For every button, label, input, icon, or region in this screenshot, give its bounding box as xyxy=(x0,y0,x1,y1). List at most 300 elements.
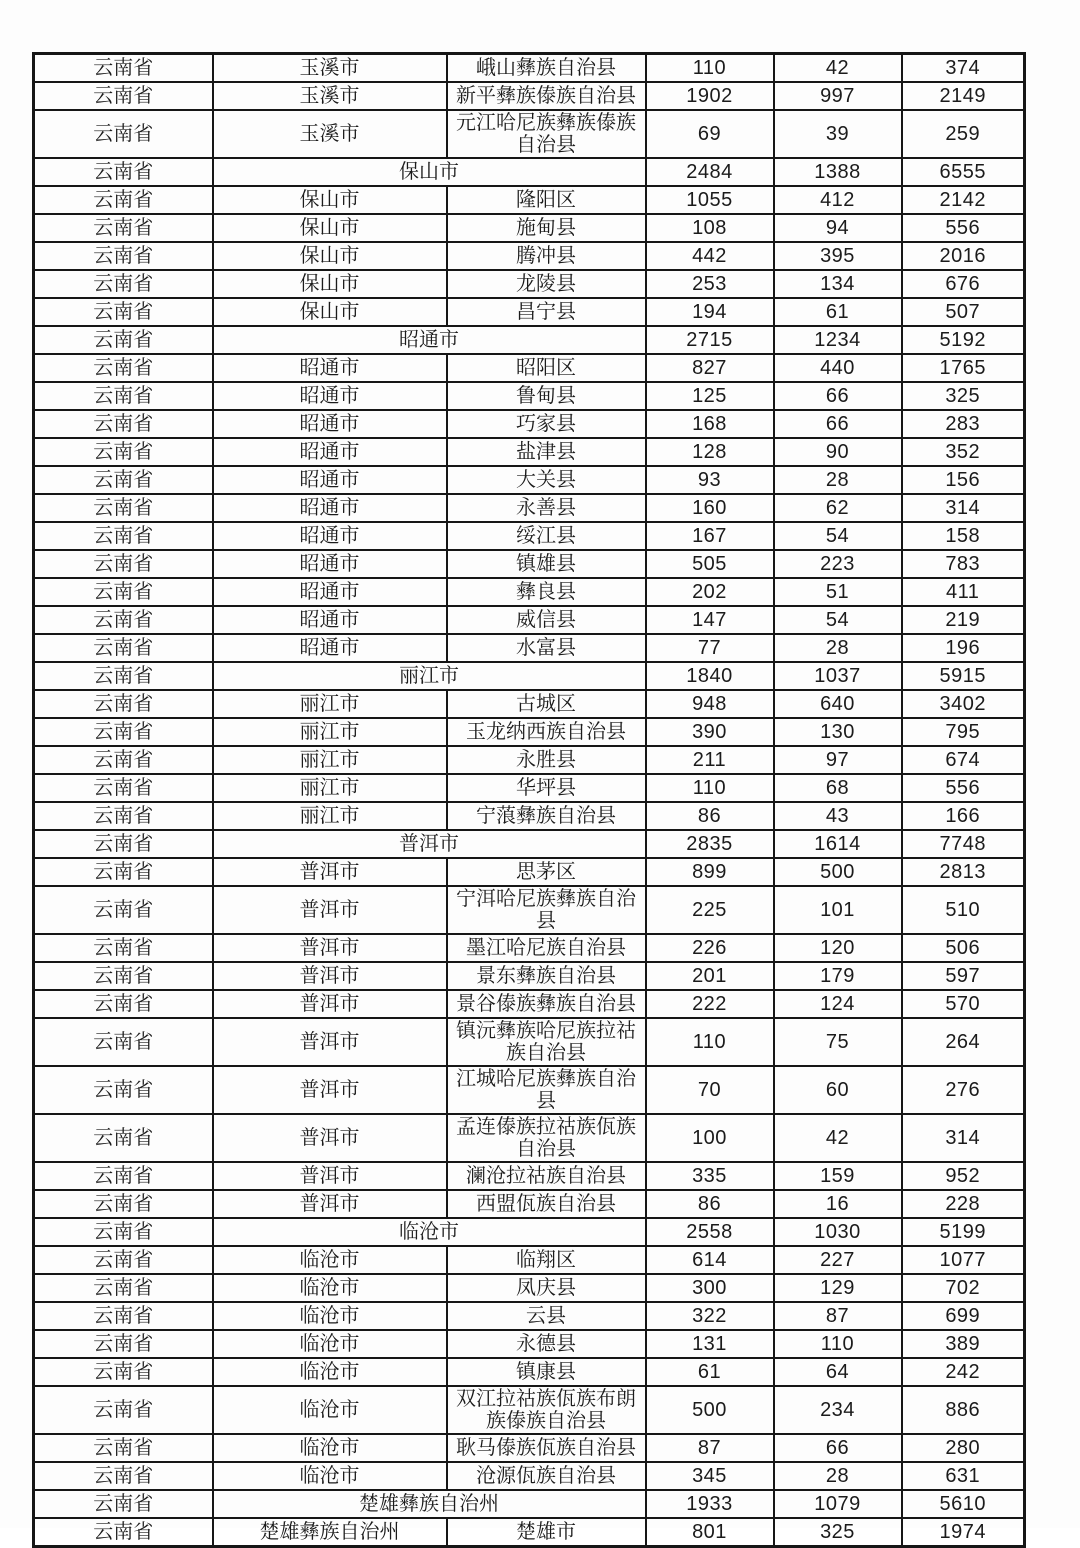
county-row xyxy=(34,1358,1025,1386)
county-row xyxy=(34,1246,1025,1274)
cell-v2: 97 xyxy=(774,746,902,774)
cell-v2: 43 xyxy=(774,802,902,830)
cell-province: 云南省 xyxy=(34,1114,213,1162)
county-row xyxy=(34,1190,1025,1218)
city-subtotal-row xyxy=(34,830,1025,858)
cell-v1: 500 xyxy=(646,1386,774,1434)
cell-county: 大关县 xyxy=(447,466,646,494)
cell-v3: 674 xyxy=(902,746,1025,774)
cell-v1: 86 xyxy=(646,1190,774,1218)
cell-county: 墨江哈尼族自治县 xyxy=(447,934,646,962)
cell-province: 云南省 xyxy=(34,1246,213,1274)
cell-county: 双江拉祜族佤族布朗族傣族自治县 xyxy=(447,1386,646,1434)
cell-v3: 699 xyxy=(902,1302,1025,1330)
cell-v2: 120 xyxy=(774,934,902,962)
cell-city: 昭通市 xyxy=(213,522,447,550)
city-subtotal-row xyxy=(34,1218,1025,1246)
cell-v3: 166 xyxy=(902,802,1025,830)
cell-v1: 110 xyxy=(646,1018,774,1066)
cell-city: 丽江市 xyxy=(213,690,447,718)
cell-province: 云南省 xyxy=(34,522,213,550)
cell-v2: 134 xyxy=(774,270,902,298)
cell-city: 普洱市 xyxy=(213,1114,447,1162)
cell-province: 云南省 xyxy=(34,382,213,410)
cell-city: 普洱市 xyxy=(213,934,447,962)
cell-city: 普洱市 xyxy=(213,1018,447,1066)
cell-v3: 795 xyxy=(902,718,1025,746)
cell-v3: 2813 xyxy=(902,858,1025,886)
cell-v2: 1079 xyxy=(774,1490,902,1518)
county-row xyxy=(34,1018,1025,1066)
cell-v3: 411 xyxy=(902,578,1025,606)
cell-v2: 87 xyxy=(774,1302,902,1330)
cell-county: 镇雄县 xyxy=(447,550,646,578)
county-row xyxy=(34,438,1025,466)
county-row xyxy=(34,718,1025,746)
cell-v3: 570 xyxy=(902,990,1025,1018)
cell-v1: 128 xyxy=(646,438,774,466)
cell-v1: 160 xyxy=(646,494,774,522)
cell-v1: 167 xyxy=(646,522,774,550)
cell-v3: 389 xyxy=(902,1330,1025,1358)
cell-province: 云南省 xyxy=(34,438,213,466)
cell-v3: 631 xyxy=(902,1462,1025,1490)
cell-v2: 500 xyxy=(774,858,902,886)
cell-v2: 130 xyxy=(774,718,902,746)
county-row xyxy=(34,774,1025,802)
cell-v3: 314 xyxy=(902,494,1025,522)
cell-city: 保山市 xyxy=(213,270,447,298)
cell-city: 昭通市 xyxy=(213,606,447,634)
cell-v1: 2835 xyxy=(646,830,774,858)
cell-city: 普洱市 xyxy=(213,962,447,990)
cell-county: 元江哈尼族彝族傣族自治县 xyxy=(447,110,646,158)
cell-v1: 125 xyxy=(646,382,774,410)
cell-v1: 110 xyxy=(646,54,774,83)
cell-city: 普洱市 xyxy=(213,830,646,858)
cell-county: 绥江县 xyxy=(447,522,646,550)
cell-province: 云南省 xyxy=(34,1162,213,1190)
cell-province: 云南省 xyxy=(34,1462,213,1490)
cell-v2: 54 xyxy=(774,522,902,550)
county-row xyxy=(34,82,1025,110)
cell-county: 宁蒗彝族自治县 xyxy=(447,802,646,830)
cell-v1: 201 xyxy=(646,962,774,990)
cell-v1: 93 xyxy=(646,466,774,494)
cell-city: 昭通市 xyxy=(213,578,447,606)
cell-v1: 131 xyxy=(646,1330,774,1358)
cell-v3: 196 xyxy=(902,634,1025,662)
county-row xyxy=(34,1114,1025,1162)
cell-county: 龙陵县 xyxy=(447,270,646,298)
cell-v1: 335 xyxy=(646,1162,774,1190)
county-row xyxy=(34,1274,1025,1302)
cell-city: 昭通市 xyxy=(213,382,447,410)
cell-v2: 64 xyxy=(774,1358,902,1386)
county-row xyxy=(34,522,1025,550)
cell-province: 云南省 xyxy=(34,690,213,718)
cell-county: 孟连傣族拉祜族佤族自治县 xyxy=(447,1114,646,1162)
cell-v3: 783 xyxy=(902,550,1025,578)
cell-city: 临沧市 xyxy=(213,1246,447,1274)
cell-v2: 159 xyxy=(774,1162,902,1190)
cell-county: 永德县 xyxy=(447,1330,646,1358)
cell-v2: 395 xyxy=(774,242,902,270)
county-row xyxy=(34,382,1025,410)
county-row xyxy=(34,550,1025,578)
cell-county: 永胜县 xyxy=(447,746,646,774)
cell-county: 云县 xyxy=(447,1302,646,1330)
cell-county: 江城哈尼族彝族自治县 xyxy=(447,1066,646,1114)
cell-city: 丽江市 xyxy=(213,774,447,802)
cell-v3: 158 xyxy=(902,522,1025,550)
cell-v2: 129 xyxy=(774,1274,902,1302)
cell-county: 玉龙纳西族自治县 xyxy=(447,718,646,746)
cell-province: 云南省 xyxy=(34,886,213,934)
cell-v3: 507 xyxy=(902,298,1025,326)
cell-v3: 597 xyxy=(902,962,1025,990)
cell-v2: 61 xyxy=(774,298,902,326)
county-row xyxy=(34,934,1025,962)
cell-city: 玉溪市 xyxy=(213,54,447,83)
cell-v2: 227 xyxy=(774,1246,902,1274)
county-row xyxy=(34,410,1025,438)
cell-v1: 505 xyxy=(646,550,774,578)
cell-province: 云南省 xyxy=(34,718,213,746)
cell-v3: 325 xyxy=(902,382,1025,410)
county-row xyxy=(34,690,1025,718)
cell-city: 丽江市 xyxy=(213,662,646,690)
cell-v2: 54 xyxy=(774,606,902,634)
cell-city: 保山市 xyxy=(213,298,447,326)
cell-city: 临沧市 xyxy=(213,1386,447,1434)
county-row xyxy=(34,1386,1025,1434)
cell-v1: 86 xyxy=(646,802,774,830)
cell-city: 丽江市 xyxy=(213,718,447,746)
cell-city: 保山市 xyxy=(213,186,447,214)
cell-v2: 1030 xyxy=(774,1218,902,1246)
cell-province: 云南省 xyxy=(34,990,213,1018)
county-row xyxy=(34,466,1025,494)
cell-county: 巧家县 xyxy=(447,410,646,438)
cell-county: 凤庆县 xyxy=(447,1274,646,1302)
cell-county: 华坪县 xyxy=(447,774,646,802)
cell-v1: 226 xyxy=(646,934,774,962)
table-body xyxy=(34,54,1025,1547)
cell-v3: 3402 xyxy=(902,690,1025,718)
city-subtotal-row xyxy=(34,158,1025,186)
cell-v2: 28 xyxy=(774,634,902,662)
cell-city: 昭通市 xyxy=(213,438,447,466)
cell-county: 昌宁县 xyxy=(447,298,646,326)
cell-v3: 952 xyxy=(902,1162,1025,1190)
cell-v2: 179 xyxy=(774,962,902,990)
cell-v3: 374 xyxy=(902,54,1025,83)
cell-v3: 886 xyxy=(902,1386,1025,1434)
cell-county: 昭阳区 xyxy=(447,354,646,382)
cell-province: 云南省 xyxy=(34,298,213,326)
cell-province: 云南省 xyxy=(34,1358,213,1386)
city-subtotal-row xyxy=(34,326,1025,354)
city-subtotal-row xyxy=(34,1490,1025,1518)
cell-v3: 506 xyxy=(902,934,1025,962)
cell-province: 云南省 xyxy=(34,1190,213,1218)
cell-v3: 510 xyxy=(902,886,1025,934)
county-row xyxy=(34,1066,1025,1114)
cell-v1: 948 xyxy=(646,690,774,718)
cell-v2: 42 xyxy=(774,1114,902,1162)
cell-province: 云南省 xyxy=(34,578,213,606)
county-row xyxy=(34,606,1025,634)
cell-county: 澜沧拉祜族自治县 xyxy=(447,1162,646,1190)
cell-city: 昭通市 xyxy=(213,326,646,354)
county-row xyxy=(34,858,1025,886)
cell-v1: 300 xyxy=(646,1274,774,1302)
cell-v2: 325 xyxy=(774,1518,902,1547)
county-row xyxy=(34,1518,1025,1547)
cell-province: 云南省 xyxy=(34,858,213,886)
county-row xyxy=(34,634,1025,662)
county-row xyxy=(34,214,1025,242)
cell-v1: 100 xyxy=(646,1114,774,1162)
county-row xyxy=(34,1330,1025,1358)
cell-county: 镇沅彝族哈尼族拉祜族自治县 xyxy=(447,1018,646,1066)
cell-v1: 225 xyxy=(646,886,774,934)
cell-v2: 66 xyxy=(774,1434,902,1462)
cell-v3: 5915 xyxy=(902,662,1025,690)
cell-v3: 5199 xyxy=(902,1218,1025,1246)
county-row xyxy=(34,110,1025,158)
cell-city: 楚雄彝族自治州 xyxy=(213,1518,447,1547)
county-row xyxy=(34,578,1025,606)
cell-city: 丽江市 xyxy=(213,802,447,830)
cell-v3: 259 xyxy=(902,110,1025,158)
cell-v2: 234 xyxy=(774,1386,902,1434)
cell-county: 盐津县 xyxy=(447,438,646,466)
cell-v1: 1933 xyxy=(646,1490,774,1518)
cell-v1: 2715 xyxy=(646,326,774,354)
cell-v3: 2149 xyxy=(902,82,1025,110)
cell-city: 玉溪市 xyxy=(213,82,447,110)
cell-v2: 1614 xyxy=(774,830,902,858)
cell-county: 景谷傣族彝族自治县 xyxy=(447,990,646,1018)
cell-city: 普洱市 xyxy=(213,990,447,1018)
cell-v2: 1234 xyxy=(774,326,902,354)
cell-province: 云南省 xyxy=(34,326,213,354)
admin-divisions-table xyxy=(32,52,1026,1548)
cell-city: 临沧市 xyxy=(213,1330,447,1358)
cell-county: 永善县 xyxy=(447,494,646,522)
cell-city: 昭通市 xyxy=(213,466,447,494)
cell-v2: 124 xyxy=(774,990,902,1018)
cell-county: 隆阳区 xyxy=(447,186,646,214)
cell-v2: 110 xyxy=(774,1330,902,1358)
cell-province: 云南省 xyxy=(34,1018,213,1066)
cell-province: 云南省 xyxy=(34,774,213,802)
cell-v3: 556 xyxy=(902,214,1025,242)
cell-city: 昭通市 xyxy=(213,410,447,438)
cell-v1: 147 xyxy=(646,606,774,634)
cell-v1: 110 xyxy=(646,774,774,802)
cell-province: 云南省 xyxy=(34,270,213,298)
cell-v2: 1037 xyxy=(774,662,902,690)
cell-city: 普洱市 xyxy=(213,858,447,886)
cell-city: 普洱市 xyxy=(213,886,447,934)
cell-province: 云南省 xyxy=(34,1518,213,1547)
cell-county: 思茅区 xyxy=(447,858,646,886)
cell-v2: 28 xyxy=(774,466,902,494)
county-row xyxy=(34,298,1025,326)
cell-province: 云南省 xyxy=(34,354,213,382)
county-row xyxy=(34,1462,1025,1490)
cell-v2: 68 xyxy=(774,774,902,802)
cell-county: 临翔区 xyxy=(447,1246,646,1274)
cell-v2: 223 xyxy=(774,550,902,578)
cell-v3: 1077 xyxy=(902,1246,1025,1274)
cell-v2: 440 xyxy=(774,354,902,382)
cell-v3: 219 xyxy=(902,606,1025,634)
cell-city: 临沧市 xyxy=(213,1462,447,1490)
cell-city: 临沧市 xyxy=(213,1274,447,1302)
cell-county: 景东彝族自治县 xyxy=(447,962,646,990)
county-row xyxy=(34,186,1025,214)
cell-v2: 94 xyxy=(774,214,902,242)
cell-city: 昭通市 xyxy=(213,494,447,522)
cell-v3: 352 xyxy=(902,438,1025,466)
county-row xyxy=(34,990,1025,1018)
cell-v1: 1902 xyxy=(646,82,774,110)
cell-city: 保山市 xyxy=(213,158,646,186)
cell-v1: 442 xyxy=(646,242,774,270)
cell-city: 丽江市 xyxy=(213,746,447,774)
cell-province: 云南省 xyxy=(34,1330,213,1358)
cell-province: 云南省 xyxy=(34,1490,213,1518)
county-row xyxy=(34,270,1025,298)
cell-province: 云南省 xyxy=(34,82,213,110)
cell-v1: 827 xyxy=(646,354,774,382)
cell-v1: 108 xyxy=(646,214,774,242)
cell-v3: 556 xyxy=(902,774,1025,802)
cell-v3: 1765 xyxy=(902,354,1025,382)
cell-v2: 60 xyxy=(774,1066,902,1114)
cell-province: 云南省 xyxy=(34,1302,213,1330)
cell-city: 临沧市 xyxy=(213,1358,447,1386)
cell-v3: 6555 xyxy=(902,158,1025,186)
cell-province: 云南省 xyxy=(34,662,213,690)
cell-v1: 345 xyxy=(646,1462,774,1490)
cell-v2: 75 xyxy=(774,1018,902,1066)
cell-v3: 676 xyxy=(902,270,1025,298)
cell-province: 云南省 xyxy=(34,54,213,83)
cell-province: 云南省 xyxy=(34,962,213,990)
cell-province: 云南省 xyxy=(34,186,213,214)
cell-v2: 62 xyxy=(774,494,902,522)
cell-city: 普洱市 xyxy=(213,1066,447,1114)
cell-city: 昭通市 xyxy=(213,354,447,382)
cell-v2: 1388 xyxy=(774,158,902,186)
cell-county: 古城区 xyxy=(447,690,646,718)
cell-city: 楚雄彝族自治州 xyxy=(213,1490,646,1518)
cell-city: 普洱市 xyxy=(213,1190,447,1218)
county-row xyxy=(34,802,1025,830)
county-row xyxy=(34,1162,1025,1190)
cell-v1: 614 xyxy=(646,1246,774,1274)
cell-province: 云南省 xyxy=(34,1274,213,1302)
cell-county: 镇康县 xyxy=(447,1358,646,1386)
county-row xyxy=(34,494,1025,522)
cell-v2: 16 xyxy=(774,1190,902,1218)
county-row xyxy=(34,54,1025,83)
cell-v1: 899 xyxy=(646,858,774,886)
cell-city: 保山市 xyxy=(213,214,447,242)
cell-v3: 314 xyxy=(902,1114,1025,1162)
cell-province: 云南省 xyxy=(34,606,213,634)
cell-province: 云南省 xyxy=(34,1066,213,1114)
county-row xyxy=(34,1302,1025,1330)
cell-v3: 156 xyxy=(902,466,1025,494)
cell-v3: 1974 xyxy=(902,1518,1025,1547)
cell-v3: 228 xyxy=(902,1190,1025,1218)
cell-v1: 168 xyxy=(646,410,774,438)
cell-v3: 276 xyxy=(902,1066,1025,1114)
cell-county: 沧源佤族自治县 xyxy=(447,1462,646,1490)
cell-v3: 283 xyxy=(902,410,1025,438)
cell-city: 玉溪市 xyxy=(213,110,447,158)
cell-v3: 280 xyxy=(902,1434,1025,1462)
cell-v2: 28 xyxy=(774,1462,902,1490)
cell-county: 耿马傣族佤族自治县 xyxy=(447,1434,646,1462)
cell-v3: 5610 xyxy=(902,1490,1025,1518)
cell-province: 云南省 xyxy=(34,1386,213,1434)
cell-city: 保山市 xyxy=(213,242,447,270)
county-row xyxy=(34,354,1025,382)
cell-county: 楚雄市 xyxy=(447,1518,646,1547)
cell-province: 云南省 xyxy=(34,158,213,186)
cell-v1: 322 xyxy=(646,1302,774,1330)
county-row xyxy=(34,886,1025,934)
cell-county: 峨山彝族自治县 xyxy=(447,54,646,83)
cell-province: 云南省 xyxy=(34,802,213,830)
cell-v3: 264 xyxy=(902,1018,1025,1066)
cell-v1: 69 xyxy=(646,110,774,158)
cell-province: 云南省 xyxy=(34,110,213,158)
cell-v2: 66 xyxy=(774,382,902,410)
cell-v2: 640 xyxy=(774,690,902,718)
cell-v3: 2016 xyxy=(902,242,1025,270)
cell-v3: 702 xyxy=(902,1274,1025,1302)
cell-county: 威信县 xyxy=(447,606,646,634)
cell-city: 临沧市 xyxy=(213,1302,447,1330)
cell-province: 云南省 xyxy=(34,410,213,438)
cell-v1: 61 xyxy=(646,1358,774,1386)
cell-province: 云南省 xyxy=(34,550,213,578)
cell-province: 云南省 xyxy=(34,634,213,662)
cell-v2: 66 xyxy=(774,410,902,438)
cell-v1: 1055 xyxy=(646,186,774,214)
cell-v1: 253 xyxy=(646,270,774,298)
cell-v1: 77 xyxy=(646,634,774,662)
cell-v2: 997 xyxy=(774,82,902,110)
cell-city: 昭通市 xyxy=(213,634,447,662)
cell-province: 云南省 xyxy=(34,214,213,242)
cell-v2: 39 xyxy=(774,110,902,158)
cell-province: 云南省 xyxy=(34,1218,213,1246)
cell-v1: 390 xyxy=(646,718,774,746)
cell-v1: 87 xyxy=(646,1434,774,1462)
cell-province: 云南省 xyxy=(34,242,213,270)
cell-county: 西盟佤族自治县 xyxy=(447,1190,646,1218)
cell-v2: 51 xyxy=(774,578,902,606)
